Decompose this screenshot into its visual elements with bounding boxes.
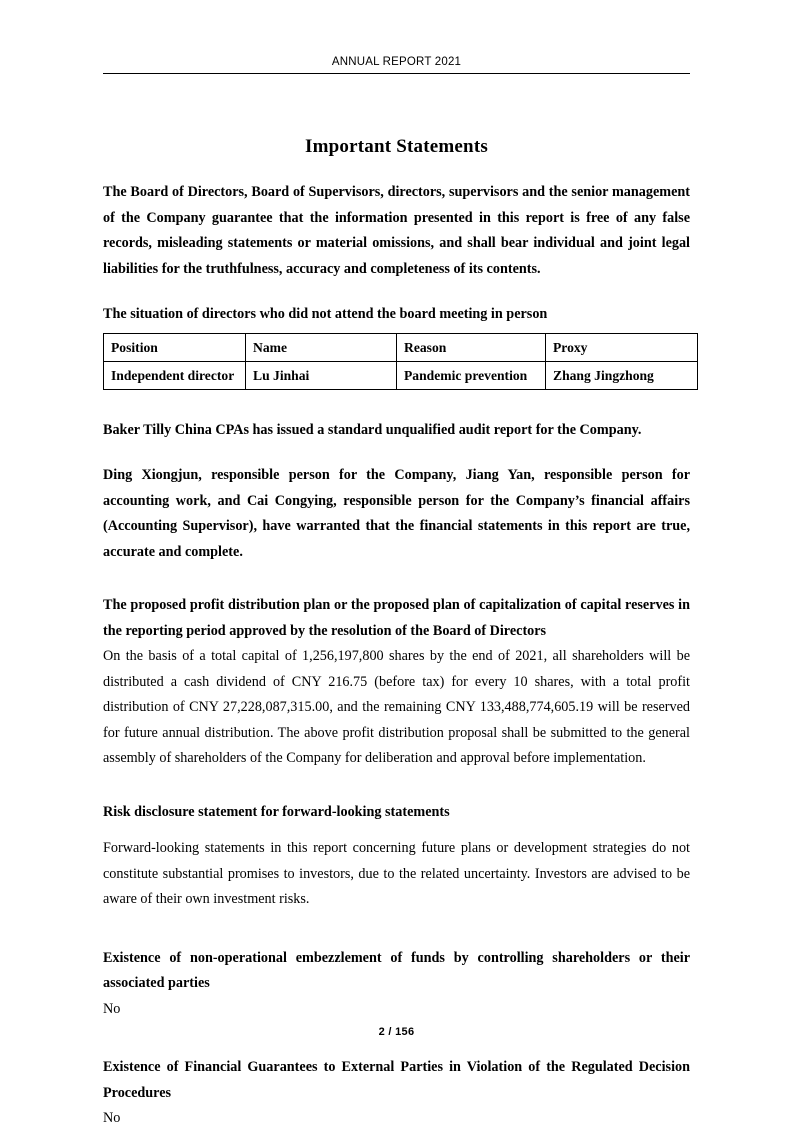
guarantees-heading: Existence of Financial Guarantees to External Parties in Violation of the Regulated Decision Procedures	[103, 1059, 690, 1101]
spacer	[103, 390, 690, 418]
page-running-header	[103, 55, 690, 74]
table-cell-name: Lu Jinhai	[246, 361, 397, 389]
page-number: 2 / 156	[378, 1026, 415, 1038]
audit-statement-paragraph: Baker Tilly China CPAs has issued a standard unqualified audit report for the Company.	[103, 421, 642, 438]
table-cell-proxy: Zhang Jingzhong	[546, 361, 698, 389]
risk-disclosure-body-paragraph: Forward-looking statements in this report concerning future plans or development strategies do not constitute substantial promises to investors, due to the related uncertainty. Investors are advised to be aware of their own investment risks.	[103, 840, 690, 907]
table-column-header-reason: Reason	[397, 333, 546, 361]
embezzlement-answer: No	[103, 1000, 121, 1017]
table-column-header-name: Name	[246, 333, 397, 361]
table-column-header-position: Position	[104, 333, 246, 361]
page-title: Important Statements	[305, 136, 488, 157]
financial-warranty-paragraph: Ding Xiongjun, responsible person for the Company, Jiang Yan, responsible person for accounting work, and Cai Congying, responsible person for the Company’s financial affairs (Accounting Supervisor), have warranted that the financial statements in this report are true, accurate and complete.	[103, 467, 690, 560]
absent-directors-heading: The situation of directors who did not attend the board meeting in person	[103, 306, 548, 322]
table-cell-position: Independent director	[104, 361, 246, 389]
running-head-text: ANNUAL REPORT 2021	[331, 56, 462, 68]
risk-disclosure-heading: Risk disclosure statement for forward-looking statements	[103, 803, 450, 820]
document-body	[103, 180, 690, 1122]
guarantees-answer: No	[103, 1110, 121, 1122]
table-row	[104, 361, 698, 389]
spacer	[103, 772, 690, 800]
spacer	[103, 282, 690, 302]
responsibility-statement-paragraph: The Board of Directors, Board of Supervisors, directors, supervisors and the senior management of the Company guarantee that the information presented in this report is free of any false records, misleading statements or material omissions, and shall bear individual and joint legal liabilities for the truthfulness, accuracy and completeness of its contents.	[103, 184, 690, 277]
table-column-header-proxy: Proxy	[546, 333, 698, 361]
profit-plan-body-paragraph: On the basis of a total capital of 1,256,197,800 shares by the end of 2021, all shareholders will be distributed a cash dividend of CNY 216.75 (before tax) for every 10 shares, with a total profit distribution of CNY 27,228,087,315.00, and the remaining CNY 133,488,774,605.19 will be reserved for future annual distribution. The above profit distribution proposal shall be submitted to the general assembly of shareholders of the Company for deliberation and approval before implementation.	[103, 648, 690, 766]
header-rule	[103, 73, 690, 74]
table-header-row	[104, 333, 698, 361]
page-footer	[103, 1026, 690, 1038]
embezzlement-heading: Existence of non-operational embezzlement of funds by controlling shareholders or their associated parties	[103, 949, 690, 991]
spacer	[103, 913, 690, 946]
absent-directors-table	[103, 333, 698, 390]
profit-plan-heading: The proposed profit distribution plan or the proposed plan of capitalization of capital reserves in the reporting period approved by the resolution of the Board of Directors	[103, 597, 690, 639]
spacer	[103, 443, 690, 463]
table-cell-reason: Pandemic prevention	[397, 361, 546, 389]
spacer	[103, 565, 690, 593]
spacer	[103, 825, 690, 836]
